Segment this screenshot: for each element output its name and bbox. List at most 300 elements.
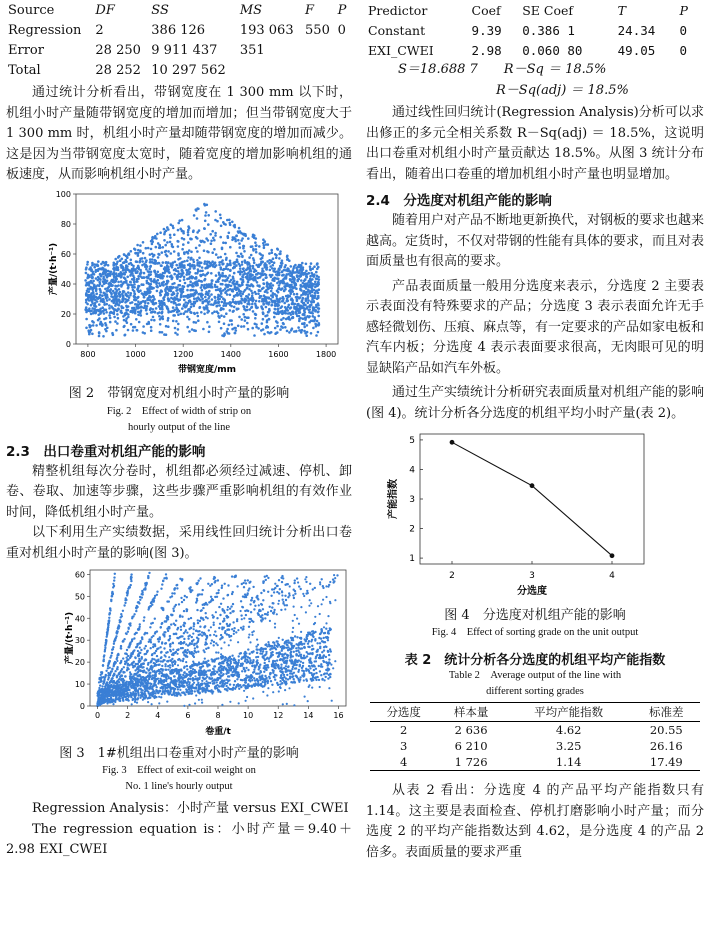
fig3-point <box>303 670 305 672</box>
fig2-point <box>120 276 123 279</box>
fig3-point <box>214 596 216 598</box>
fig3-point <box>116 675 118 677</box>
fig2-point <box>164 268 167 271</box>
fig3-point <box>191 589 193 591</box>
fig3-point <box>125 599 127 601</box>
fig3-point <box>165 577 167 579</box>
fig2-point <box>196 250 199 253</box>
fig2-point <box>187 256 190 259</box>
fig3-point <box>216 617 218 619</box>
fig2-point <box>261 307 264 310</box>
fig3-point <box>220 634 222 636</box>
fig3-point <box>111 652 113 654</box>
fig2-point <box>218 316 221 319</box>
fig2-point <box>233 295 236 298</box>
fig2-point <box>295 329 298 332</box>
fig3-point <box>259 615 261 617</box>
fig2-point <box>265 326 268 329</box>
fig2-point <box>153 310 156 313</box>
fig2-point <box>207 223 210 226</box>
fig2-point <box>242 305 245 308</box>
fig2-point <box>85 281 88 284</box>
fig3-point <box>160 696 162 698</box>
fig2-point <box>246 267 249 270</box>
fig2-point <box>223 302 226 305</box>
fig3-point <box>243 667 245 669</box>
fig3-point <box>300 637 302 639</box>
fig2-point <box>289 292 292 295</box>
fig2-point <box>278 298 281 301</box>
fig2-point <box>241 255 244 258</box>
fig2-point <box>248 293 251 296</box>
fig2-point <box>109 272 112 275</box>
fig3-point <box>250 599 252 601</box>
fig3-point <box>108 677 110 679</box>
fig3-point <box>110 600 112 602</box>
fig3-point <box>145 672 147 674</box>
fig2-point <box>263 332 266 335</box>
fig3-point <box>253 600 255 602</box>
fig3-point <box>316 676 318 678</box>
fig3-point <box>273 591 275 593</box>
fig2-point <box>92 272 95 275</box>
fig3-point <box>141 593 143 595</box>
fig3-point <box>113 643 115 645</box>
fig3-point <box>221 587 223 589</box>
fig2-point <box>89 285 92 288</box>
fig2-point <box>89 324 92 327</box>
fig2-point <box>97 313 100 316</box>
fig2-point <box>262 312 265 315</box>
fig2-point <box>143 271 146 274</box>
fig3-point <box>124 602 126 604</box>
fig3-point <box>295 647 297 649</box>
fig2-point <box>211 251 214 254</box>
fig3-point <box>336 574 338 576</box>
fig3-point <box>232 667 234 669</box>
fig2-point <box>317 296 320 299</box>
fig2-point <box>173 268 176 271</box>
fig2-point <box>281 326 284 329</box>
fig2-point <box>208 289 211 292</box>
fig2-point <box>203 285 206 288</box>
fig2-point <box>207 214 210 217</box>
fig2-point <box>223 334 226 337</box>
fig2-point <box>197 207 200 210</box>
fig2-point <box>113 312 116 315</box>
fig2-point <box>246 295 249 298</box>
fig3-point <box>199 620 201 622</box>
fig2-point <box>223 322 226 325</box>
fig3-point <box>109 612 111 614</box>
fig3-point <box>293 582 295 584</box>
fig2-point <box>124 293 127 296</box>
anova-row <box>6 20 350 40</box>
fig2-point <box>287 305 290 308</box>
fig2-point <box>112 298 115 301</box>
fig2-point <box>317 314 320 317</box>
fig2-point <box>97 278 100 281</box>
fig3-point <box>112 648 114 650</box>
fig3-point <box>164 665 166 667</box>
fig2-point <box>189 262 192 265</box>
fig2-point <box>243 325 246 328</box>
fig2-point <box>216 285 219 288</box>
fig2-point <box>203 312 206 315</box>
fig2-point <box>297 326 300 329</box>
fig2-point <box>88 332 91 335</box>
fig3-point <box>267 614 269 616</box>
fig2-point <box>108 298 111 301</box>
fig2-point <box>249 264 252 267</box>
fig2-point <box>123 261 126 264</box>
fig3-point <box>122 640 124 642</box>
fig3-point <box>197 622 199 624</box>
fig2-point <box>165 305 168 308</box>
fig3-point <box>171 664 173 666</box>
fig3-point <box>135 646 137 648</box>
fig2-point <box>181 229 184 232</box>
fig2-point <box>193 291 196 294</box>
fig2-point <box>142 293 145 296</box>
fig3-point <box>328 654 330 656</box>
fig2-point <box>241 263 244 266</box>
fig2-point <box>253 234 256 237</box>
fig2-point <box>282 316 285 319</box>
fig2-point <box>178 272 181 275</box>
fig3-point <box>279 680 281 682</box>
anova-table <box>6 0 350 80</box>
fig3-point <box>103 680 105 682</box>
fig2-point <box>142 331 145 334</box>
fig2-point <box>316 274 319 277</box>
fig2-point <box>229 301 232 304</box>
fig3-point <box>278 592 280 594</box>
fig3-point <box>110 671 112 673</box>
fig2-point <box>166 254 169 257</box>
fig2-point <box>301 261 304 264</box>
fig2-point <box>118 293 121 296</box>
fig2-point <box>278 252 281 255</box>
fig2-point <box>148 274 151 277</box>
fig2-point <box>220 308 223 311</box>
fig3-point <box>151 604 153 606</box>
fig2-point <box>197 319 200 322</box>
fig3-point <box>280 609 282 611</box>
fig3-point <box>262 650 264 652</box>
fig3-point <box>176 637 178 639</box>
fig3-point <box>108 620 110 622</box>
fig3-point <box>169 664 171 666</box>
fig3-point <box>263 590 265 592</box>
fig2-point <box>224 241 227 244</box>
fig2-point <box>107 274 110 277</box>
fig3-point <box>136 632 138 634</box>
fig3-point <box>123 604 125 606</box>
fig2-point <box>209 233 212 236</box>
fig2-point <box>235 300 238 303</box>
fig3-point <box>228 629 230 631</box>
fig3-point <box>101 685 103 687</box>
fig3-point <box>208 629 210 631</box>
fig2-point <box>311 312 314 315</box>
fig3-point <box>125 632 127 634</box>
fig3-point <box>103 654 105 656</box>
fig2-point <box>136 243 139 246</box>
fig2-point <box>196 217 199 220</box>
fig2-point <box>140 309 143 312</box>
fig2-point <box>194 272 197 275</box>
fig2-point <box>140 314 143 317</box>
fig2-point <box>169 233 172 236</box>
fig3-point <box>193 652 195 654</box>
fig2-point <box>122 282 125 285</box>
fig2-point <box>258 245 261 248</box>
fig2-point <box>261 260 264 263</box>
fig2-point <box>165 282 168 285</box>
fig2-point <box>210 272 213 275</box>
fig2-point <box>298 296 301 299</box>
fig3-point <box>262 608 264 610</box>
fig2-point <box>279 306 282 309</box>
fig3-point <box>265 579 267 581</box>
fig2-point <box>284 264 287 267</box>
fig2-point <box>232 275 235 278</box>
section-2-3-heading: 2.3 出口卷重对机组产能的影响 <box>6 443 206 460</box>
fig3-point <box>318 665 320 667</box>
fig2-point <box>261 269 264 272</box>
fig2-point <box>108 304 111 307</box>
fig2-point <box>239 246 242 249</box>
fig2-point <box>316 262 319 265</box>
fig2-point <box>263 246 266 249</box>
fig2-point <box>193 214 196 217</box>
fig2-point <box>87 290 90 293</box>
fig2-point <box>300 306 303 309</box>
fig2-point <box>145 267 148 270</box>
fig3-point <box>188 628 190 630</box>
fig2-point <box>298 314 301 317</box>
fig2-point <box>133 295 136 298</box>
fig3-point <box>311 645 313 647</box>
fig2-point <box>144 264 147 267</box>
fig2-point <box>223 222 226 225</box>
fig3-point <box>187 638 189 640</box>
fig3-point <box>282 599 284 601</box>
fig2-point <box>290 288 293 291</box>
fig2-point <box>201 266 204 269</box>
fig2-point <box>246 286 249 289</box>
fig3-point <box>117 628 119 630</box>
fig2-point <box>237 307 240 310</box>
fig3-point <box>243 582 245 584</box>
fig3-point <box>286 674 288 676</box>
fig3-point <box>209 585 211 587</box>
fig2-point <box>133 280 136 283</box>
fig3-point <box>286 604 288 606</box>
fig2-point <box>151 287 154 290</box>
fig2-point <box>244 308 247 311</box>
fig3-point <box>120 645 122 647</box>
fig2-point <box>105 317 108 320</box>
fig2-point <box>314 294 317 297</box>
anova-cell <box>303 40 336 60</box>
fig3-point <box>293 678 295 680</box>
fig3-point <box>151 658 153 660</box>
fig3-point <box>198 580 200 582</box>
fig2-point <box>272 284 275 287</box>
fig3-point <box>140 683 142 685</box>
fig2-point <box>179 266 182 269</box>
fig2-point <box>206 320 209 323</box>
fig2-point <box>255 250 258 253</box>
fig3-point <box>276 640 278 642</box>
fig3-point <box>122 657 124 659</box>
fig2-point <box>198 306 201 309</box>
fig2-point <box>108 307 111 310</box>
fig3-point <box>288 592 290 594</box>
fig3-point <box>303 643 305 645</box>
fig2-point <box>225 290 228 293</box>
fig2-point <box>295 266 298 269</box>
fig3-point <box>201 593 203 595</box>
fig2-point <box>182 295 185 298</box>
fig2-point <box>187 225 190 228</box>
fig2-point <box>85 284 88 287</box>
fig2-point <box>149 265 152 268</box>
fig3-point <box>184 675 186 677</box>
fig2-point <box>282 273 285 276</box>
fig2-point <box>211 298 214 301</box>
fig2-point <box>197 270 200 273</box>
fig2-point <box>251 326 254 329</box>
fig2-point <box>181 307 184 310</box>
fig2-point <box>290 265 293 268</box>
fig2-point <box>116 313 119 316</box>
fig2-point <box>146 276 149 279</box>
fig3-point <box>250 611 252 613</box>
fig2-point <box>137 252 140 255</box>
fig2-point <box>177 270 180 273</box>
fig2-point <box>177 266 180 269</box>
fig3-point <box>137 629 139 631</box>
fig2-point <box>85 292 88 295</box>
fig2-point <box>186 296 189 299</box>
fig2-point <box>222 268 225 271</box>
fig2-point <box>234 326 237 329</box>
fig2-point <box>122 296 125 299</box>
fig2-point <box>305 334 308 337</box>
fig2-point <box>127 286 130 289</box>
fig3-point <box>197 619 199 621</box>
fig2-point <box>112 271 115 274</box>
fig2-point <box>116 268 119 271</box>
fig2-point <box>231 327 234 330</box>
fig3-point <box>236 678 238 680</box>
fig3-point <box>218 606 220 608</box>
fig3-point <box>224 682 226 684</box>
fig3-point <box>107 685 109 687</box>
fig3-point <box>263 665 265 667</box>
fig2-point <box>139 275 142 278</box>
fig2-point <box>258 276 261 279</box>
fig2-point <box>313 283 316 286</box>
fig3-point <box>186 656 188 658</box>
fig2-point <box>286 255 289 258</box>
fig2-point <box>255 244 258 247</box>
fig3-point <box>130 573 132 575</box>
fig2-point <box>120 280 123 283</box>
fig2-point <box>143 295 146 298</box>
fig3-point <box>179 659 181 661</box>
fig2-point <box>90 303 93 306</box>
fig2-point <box>133 278 136 281</box>
fig2-point <box>217 288 220 291</box>
fig2-point <box>233 262 236 265</box>
fig3-point <box>238 655 240 657</box>
fig3-point <box>293 651 295 653</box>
fig2-point <box>193 329 196 332</box>
fig2-point <box>120 305 123 308</box>
fig2-point <box>142 283 145 286</box>
fig2-point <box>267 243 270 246</box>
fig2-point <box>253 236 256 239</box>
fig2-point <box>202 300 205 303</box>
fig3-point <box>127 631 129 633</box>
fig2-point <box>92 270 95 273</box>
fig3-point <box>170 614 172 616</box>
fig3-point <box>272 602 274 604</box>
fig2-point <box>117 316 120 319</box>
fig2-point <box>218 304 221 307</box>
fig2-point <box>199 239 202 242</box>
fig2-point <box>213 310 216 313</box>
fig2-point <box>254 241 257 244</box>
fig3-point <box>281 575 283 577</box>
fig3-point <box>180 647 182 649</box>
fig2-point <box>198 244 201 247</box>
fig2-point <box>133 292 136 295</box>
fig2-point <box>185 250 188 253</box>
fig2-point <box>127 328 130 331</box>
fig3-point <box>222 597 224 599</box>
fig2-point <box>212 236 215 239</box>
fig3-point <box>206 635 208 637</box>
fig3-point <box>248 626 250 628</box>
fig2-point <box>85 326 88 329</box>
fig2-point <box>180 312 183 315</box>
fig2-point <box>255 248 258 251</box>
fig2-point <box>155 237 158 240</box>
fig3-point <box>327 639 329 641</box>
fig2-point <box>256 273 259 276</box>
fig2-point <box>229 268 232 271</box>
fig3-point <box>118 699 120 701</box>
fig2-point <box>187 284 190 287</box>
fig2-point <box>137 284 140 287</box>
fig3-point <box>127 588 129 590</box>
fig2-point <box>133 286 136 289</box>
fig2-point <box>107 269 110 272</box>
fig3-point <box>161 583 163 585</box>
fig2-xtick-label: 1200 <box>173 349 194 359</box>
fig3-point <box>284 604 286 606</box>
fig3-point <box>229 608 231 610</box>
fig3-point <box>294 635 296 637</box>
fig2-point <box>299 263 302 266</box>
fig2-point <box>252 249 255 252</box>
fig2-point <box>142 325 145 328</box>
